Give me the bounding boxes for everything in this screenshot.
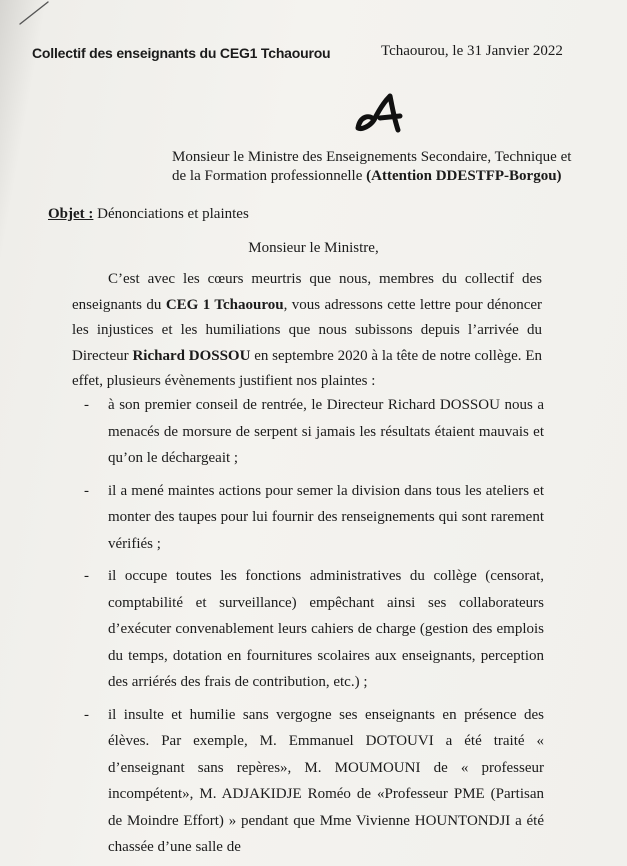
pen-mark	[18, 0, 58, 26]
object-text: Dénonciations et plaintes	[93, 206, 249, 222]
complaint-item: - à son premier conseil de rentrée, le Directeur Richard DOSSOU nous a menacés de morsure de serpent si jamais les résultats étaient mauvais et qu’on le déchargeait ;	[84, 392, 544, 472]
recipient-line-2-text: de la Formation professionnelle	[172, 168, 367, 184]
sender-collective: Collectif des enseignants du CEG1 Tchaourou	[32, 45, 331, 61]
object-line	[48, 206, 249, 223]
place-and-date: Tchaourou, le 31 Janvier 2022	[381, 43, 563, 59]
intro-text-3: en septembre 2020 à la tête de notre collège. En effet, plusieurs évènements justifient nos plaintes :	[72, 347, 542, 389]
recipient-line-1: Monsieur le Ministre des Enseignements Secondaire, Technique et	[172, 149, 572, 165]
complaints-list	[84, 392, 544, 861]
complaint-item: - il occupe toutes les fonctions administratives du collège (censorat, comptabilité et surveillance) empêchant ainsi ses collaborateurs d’exécuter convenablement leurs cahiers de charge (gestion des emplois du temps, dotation en fournitures scolaires aux enseignants, perception des arriérés des frais de contribution, etc.) ;	[84, 563, 544, 696]
intro-text-2: , vous adressons cette lettre pour dénoncer les injustices et les humiliations que nous subissons depuis l’arrivée du Directeur	[72, 296, 543, 364]
complaint-item: - il a mené maintes actions pour semer la division dans tous les ateliers et monter des taupes pour lui fournir des renseignements qui sont rarement vérifiés ;	[84, 478, 544, 558]
salutation: Monsieur le Ministre,	[248, 240, 379, 256]
intro-text-1: C’est avec les cœurs meurtris que nous, membres du collectif des enseignants du	[72, 271, 542, 313]
object-label: Objet :	[48, 206, 94, 222]
complaint-item: - il insulte et humilie sans vergogne ses enseignants en présence des élèves. Par exemple, M. Emmanuel DOTOUVI a été traité « d’enseignant sans repères», M. MOUMOUNI de « professeur incompétent», M. ADJAKIDJE Roméo de «Professeur PME (Partisan de Moindre Effort) » pendant que Mme Vivienne HOUNTONDJI a été chassée d’une salle de	[84, 702, 544, 861]
recipient-line-2	[172, 167, 592, 186]
director-name: Richard DOSSOU	[132, 347, 251, 364]
intro-paragraph	[72, 267, 542, 395]
recipient-block	[172, 148, 592, 186]
handwritten-a-mark	[352, 92, 408, 138]
school-name: CEG 1 Tchaourou	[165, 296, 284, 313]
recipient-attention: (Attention DDESTFP-Borgou)	[366, 168, 562, 184]
